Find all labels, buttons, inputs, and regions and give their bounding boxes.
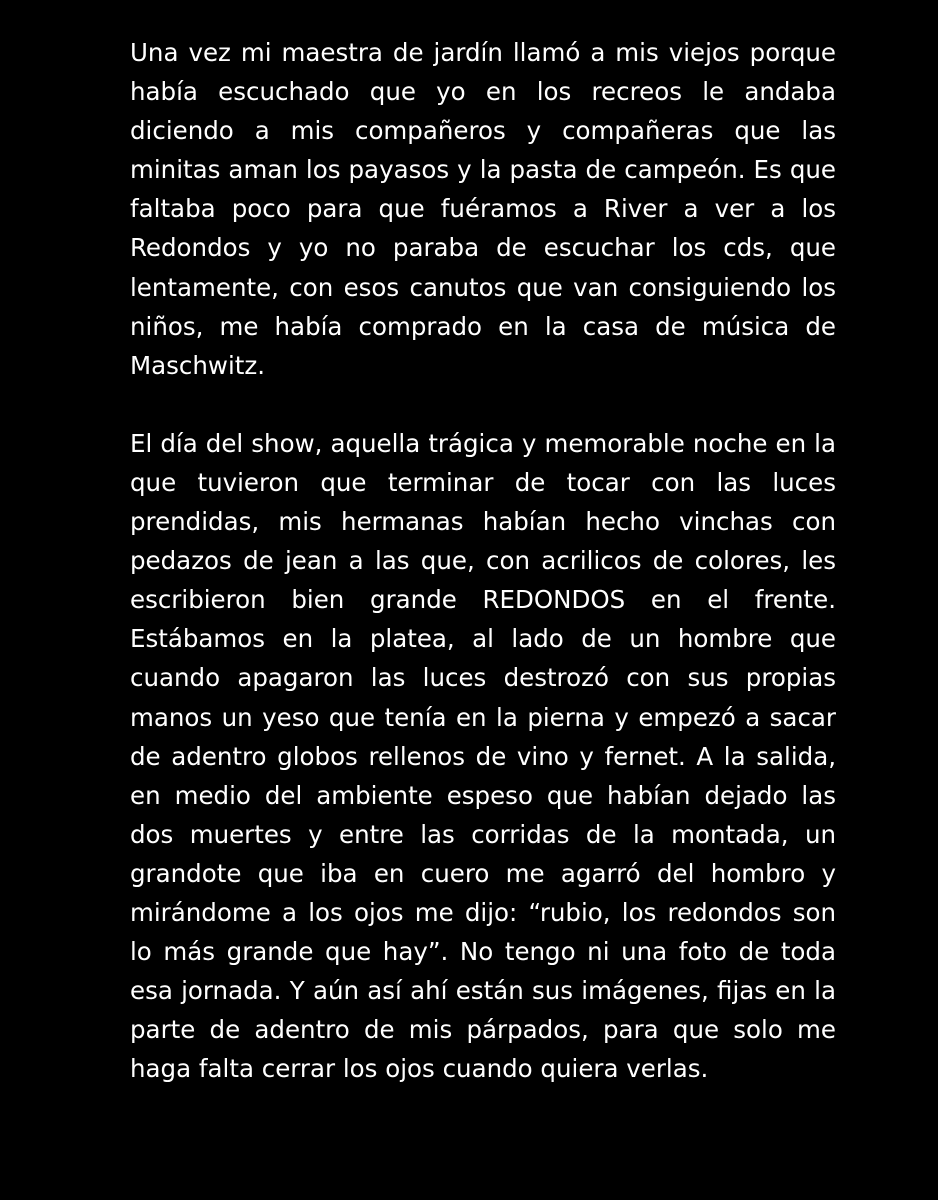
text-line: que tuvieron que terminar de tocar con las luces (130, 467, 836, 497)
paragraph-1 (130, 33, 836, 385)
document-body (130, 33, 836, 1088)
text-line: de adentro globos rellenos de vino y fernet. A la salida, (130, 741, 836, 771)
text-line: esa jornada. Y aún así ahí están sus imágenes, fijas en la (130, 976, 836, 1006)
text-line: parte de adentro de mis párpados, para que solo me (130, 1015, 836, 1045)
text-line: Maschwitz. (130, 350, 266, 380)
text-line: grandote que iba en cuero me agarró del hombro y (130, 858, 836, 888)
text-line: en medio del ambiente espeso que habían dejado las (130, 780, 836, 810)
text-line: manos un yeso que tenía en la pierna y empezó a sacar (130, 702, 836, 732)
text-line: cuando apagaron las luces destrozó con sus propias (130, 663, 836, 693)
text-line: El día del show, aquella trágica y memorable noche en la (130, 428, 836, 458)
text-line: diciendo a mis compañeros y compañeras que las (130, 116, 836, 146)
text-line: niños, me había comprado en la casa de música de (130, 311, 836, 341)
text-line: faltaba poco para que fuéramos a River a ver a los (130, 194, 836, 224)
text-line: mirándome a los ojos me dijo: “rubio, los redondos son (130, 897, 836, 927)
paragraph-2 (130, 424, 836, 1089)
text-line: lo más grande que hay”. No tengo ni una foto de toda (130, 937, 836, 967)
text-line: haga falta cerrar los ojos cuando quiera verlas. (130, 1054, 709, 1084)
text-line: escribieron bien grande REDONDOS en el frente. (130, 585, 836, 615)
text-line: Redondos y yo no paraba de escuchar los cds, que (130, 233, 836, 263)
text-line: había escuchado que yo en los recreos le andaba (130, 77, 836, 107)
text-line: dos muertes y entre las corridas de la montada, un (130, 819, 836, 849)
text-line: lentamente, con esos canutos que van consiguiendo los (130, 272, 836, 302)
text-line: minitas aman los payasos y la pasta de campeón. Es que (130, 155, 836, 185)
text-line: pedazos de jean a las que, con acrilicos de colores, les (130, 546, 836, 576)
text-line: Estábamos en la platea, al lado de un hombre que (130, 624, 836, 654)
text-line: Una vez mi maestra de jardín llamó a mis viejos porque (130, 38, 836, 67)
text-line: prendidas, mis hermanas habían hecho vinchas con (130, 507, 836, 537)
